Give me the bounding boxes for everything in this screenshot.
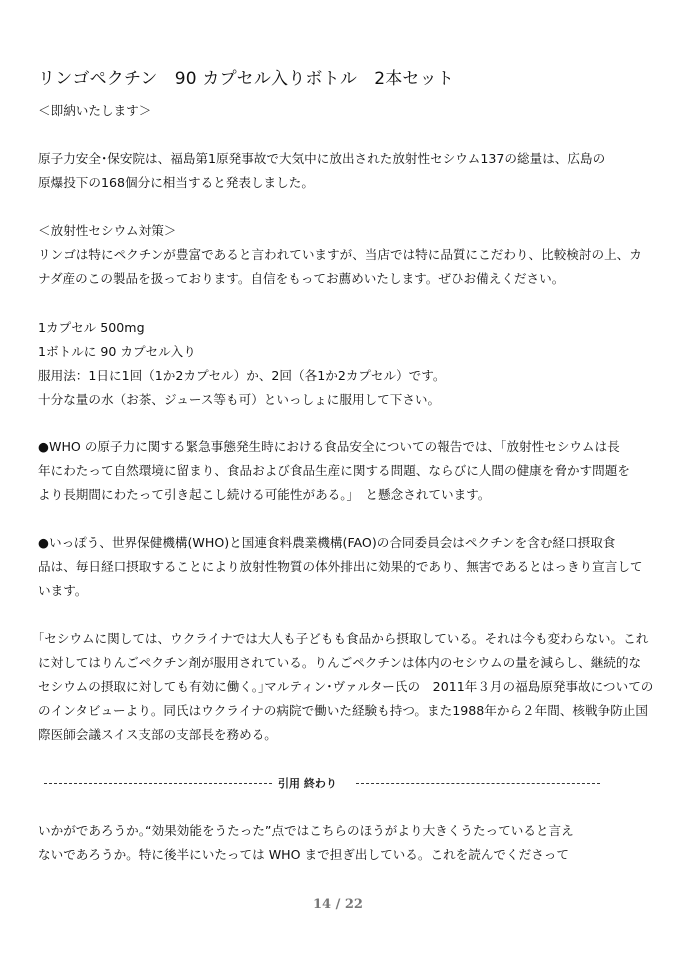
text-line: に対してはりんごペクチン剤が服用されている。りんごペクチンは体内のセシウムの量を減らし、継続的な xyxy=(38,655,642,670)
text-line: 服用法：1日に1回（1か2カプセル）か、2回（各1か2カプセル）です。 xyxy=(38,368,446,383)
text-line: セシウムの摂取に対しても有効に働く。｣マルティン･ヴァルター氏の 2011年３月の福島原発事故についての xyxy=(38,679,654,694)
text-line: ●WHO の原子力に関する緊急事態発生時における食品安全についての報告では、｢放射性セシウムは長 xyxy=(38,439,620,454)
closing-text-line: いかがであろうか｡“効果効能をうたった”点ではこちらのほうがより大きくうたっていると言え xyxy=(38,823,574,838)
text-line: ナダ産のこの製品を扱っております。自信をもってお薦めいたします。ぜひお備えください。 xyxy=(38,271,565,286)
text-line: 原爆投下の168個分に相当すると発表しました。 xyxy=(38,175,314,190)
text-line: 1ボトルに 90 カプセル入り xyxy=(38,344,196,359)
product-title: リンゴペクチン 90 カプセル入りボトル 2本セット xyxy=(38,69,455,89)
text-line: 原子力安全･保安院は、福島第1原発事故で大気中に放出された放射性セシウム137の総量は、広島の xyxy=(38,151,606,166)
divider-label: 引用 終わり xyxy=(278,777,337,790)
divider-dash-right xyxy=(356,783,600,784)
quote-end-divider xyxy=(38,773,638,793)
text-line: います。 xyxy=(38,583,88,598)
text-line: 1カプセル 500mg xyxy=(38,320,145,335)
text-line: ＜放射性セシウム対策＞ xyxy=(38,223,177,238)
divider-dash-left xyxy=(44,783,272,784)
text-line: ｢セシウムに関しては、ウクライナでは大人も子どもも食品から摂取している。それは今も変わらない。これ xyxy=(38,631,649,646)
text-line: リンゴは特にペクチンが豊富であると言われていますが、当店では特に品質にこだわり、比較検討の上、カ xyxy=(38,247,642,262)
text-line: 際医師会議スイス支部の支部長を務める。 xyxy=(38,727,277,742)
text-line: のインタビューより。同氏はウクライナの病院で働いた経験も持つ。また1988年から２年間、核戦争防止国 xyxy=(38,703,648,718)
text-line: 品は、毎日経口摂取することにより放射性物質の体外排出に効果的であり、無害であるとはっきり宣言して xyxy=(38,559,643,574)
text-line: 十分な量の水（お茶、ジュース等も可）といっしょに服用して下さい。 xyxy=(38,392,441,407)
text-line: ＜即納いたします＞ xyxy=(38,103,152,118)
closing-text-line: ないであろうか。特に後半にいたっては WHO まで担ぎ出している。これを読んでくださって xyxy=(38,847,569,862)
text-line: より長期間にわたって引き起こし続ける可能性がある。｣ と懸念されています。 xyxy=(38,487,491,502)
text-line: ●いっぽう、世界保健機構(WHO)と国連食料農業機構(FAO)の合同委員会はペクチンを含む経口摂取食 xyxy=(38,535,616,550)
text-line: 年にわたって自然環境に留まり、食品および食品生産に関する問題、ならびに人間の健康を脅かす問題を xyxy=(38,463,630,478)
page-number: 14 / 22 xyxy=(313,897,363,912)
